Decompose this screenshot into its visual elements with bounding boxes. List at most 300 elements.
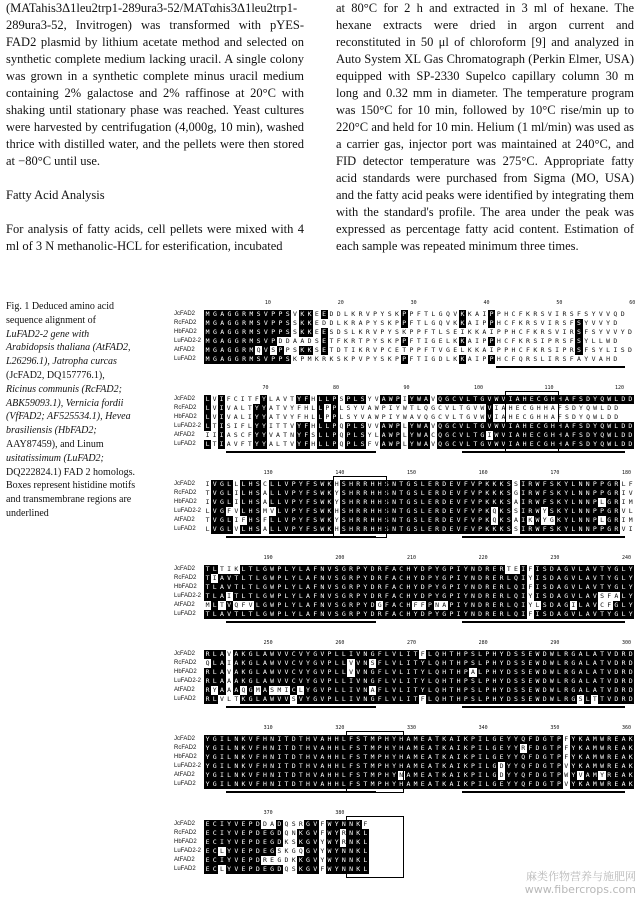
residue: K bbox=[533, 346, 538, 354]
residue: Y bbox=[607, 574, 612, 582]
sequence-name: LuFAD2 bbox=[174, 441, 196, 447]
residue: S bbox=[584, 310, 589, 318]
residue: L bbox=[506, 592, 511, 600]
residue: A bbox=[449, 762, 454, 770]
residue: G bbox=[313, 686, 318, 694]
residue: R bbox=[365, 346, 370, 354]
residue: G bbox=[306, 820, 310, 828]
residue: N bbox=[470, 610, 475, 618]
residue: T bbox=[435, 762, 440, 770]
residue: W bbox=[320, 516, 325, 524]
residue: Y bbox=[320, 856, 325, 864]
residue: A bbox=[557, 592, 561, 600]
residue: E bbox=[427, 489, 432, 497]
residue: V bbox=[277, 668, 282, 676]
residue: N bbox=[363, 659, 368, 667]
residue: D bbox=[291, 762, 296, 770]
residue: F bbox=[320, 829, 325, 837]
residue: P bbox=[351, 355, 356, 363]
residue: M bbox=[249, 310, 254, 318]
residue: L bbox=[478, 668, 483, 676]
residue: H bbox=[370, 498, 375, 506]
residue: F bbox=[255, 735, 260, 743]
residue: Y bbox=[409, 395, 414, 403]
residue: P bbox=[427, 583, 432, 591]
residue: F bbox=[349, 735, 353, 743]
residue: P bbox=[278, 328, 283, 336]
residue: L bbox=[402, 422, 407, 430]
caption-line: AAY87459), and Linum bbox=[6, 438, 104, 450]
residue: S bbox=[549, 480, 554, 488]
residue: G bbox=[492, 762, 497, 770]
residue: L bbox=[325, 440, 330, 448]
residue: Y bbox=[514, 735, 518, 743]
residue: V bbox=[313, 865, 318, 873]
residue: E bbox=[492, 610, 497, 618]
residue: V bbox=[445, 404, 450, 412]
residue: K bbox=[300, 310, 305, 318]
residue: Y bbox=[409, 440, 414, 448]
residue: L bbox=[438, 328, 443, 336]
residue: A bbox=[219, 650, 224, 658]
residue: N bbox=[270, 780, 275, 788]
residue: D bbox=[499, 762, 504, 770]
residue: Y bbox=[628, 565, 633, 573]
residue: L bbox=[334, 695, 339, 703]
residue: H bbox=[384, 771, 389, 779]
residue: F bbox=[518, 310, 523, 318]
residue: A bbox=[592, 659, 597, 667]
residue: N bbox=[578, 516, 583, 524]
residue: H bbox=[492, 659, 497, 667]
residue: S bbox=[620, 346, 625, 354]
residue: G bbox=[480, 395, 485, 403]
residue: A bbox=[233, 404, 238, 412]
residue: V bbox=[327, 592, 332, 600]
residue: F bbox=[607, 592, 612, 600]
residue: I bbox=[621, 489, 626, 497]
position-ruler bbox=[204, 385, 634, 393]
residue: E bbox=[205, 856, 210, 864]
residue: K bbox=[485, 498, 490, 506]
residue: L bbox=[205, 395, 210, 403]
residue: P bbox=[356, 601, 361, 609]
residue: C bbox=[438, 404, 443, 412]
residue: L bbox=[284, 601, 289, 609]
residue: A bbox=[424, 431, 428, 439]
sequence bbox=[204, 677, 634, 686]
residue: W bbox=[593, 413, 598, 421]
residue: K bbox=[351, 310, 356, 318]
residue: A bbox=[577, 355, 581, 363]
residue: W bbox=[270, 695, 275, 703]
sequence-name: RcFAD2 bbox=[174, 575, 197, 581]
residue: S bbox=[384, 507, 389, 515]
alignment-row bbox=[170, 395, 636, 404]
residue: P bbox=[485, 650, 490, 658]
residue: M bbox=[413, 780, 418, 788]
residue: D bbox=[535, 771, 540, 779]
residue: R bbox=[526, 337, 530, 345]
residue: G bbox=[341, 565, 346, 573]
residue: E bbox=[420, 735, 425, 743]
residue: A bbox=[585, 610, 590, 618]
residue: R bbox=[365, 328, 370, 336]
residue: F bbox=[349, 771, 353, 779]
residue: V bbox=[313, 753, 318, 761]
residue: L bbox=[334, 686, 339, 694]
residue: Y bbox=[579, 413, 583, 421]
caption-line: (JcFAD2, DQ157776.1), bbox=[6, 369, 105, 381]
residue: Y bbox=[334, 498, 339, 506]
position-label: 160 bbox=[478, 470, 488, 476]
residue: P bbox=[271, 319, 276, 327]
residue: A bbox=[219, 574, 224, 582]
residue: Y bbox=[291, 574, 296, 582]
residue: P bbox=[592, 480, 597, 488]
residue: Q bbox=[435, 677, 440, 685]
residue: R bbox=[363, 525, 368, 533]
residue: S bbox=[549, 498, 554, 506]
residue: V bbox=[248, 771, 253, 779]
residue: I bbox=[277, 744, 282, 752]
residue: D bbox=[628, 395, 633, 403]
residue: T bbox=[283, 422, 287, 430]
residue: V bbox=[607, 695, 612, 703]
residue: I bbox=[521, 601, 526, 609]
residue: V bbox=[248, 744, 253, 752]
residue: G bbox=[313, 650, 318, 658]
residue: E bbox=[427, 498, 432, 506]
residue: Q bbox=[600, 395, 605, 403]
residue: W bbox=[270, 565, 275, 573]
residue: V bbox=[571, 583, 576, 591]
alignment-row bbox=[170, 650, 636, 659]
residue: R bbox=[555, 319, 560, 327]
residue: K bbox=[557, 507, 561, 515]
residue: R bbox=[621, 668, 626, 676]
residue: T bbox=[459, 404, 464, 412]
residue: K bbox=[475, 346, 479, 354]
residue: V bbox=[212, 489, 217, 497]
residue: P bbox=[557, 762, 561, 770]
residue: P bbox=[427, 574, 432, 582]
histidine-motif-box bbox=[346, 731, 404, 793]
residue: Y bbox=[420, 668, 425, 676]
residue: S bbox=[521, 659, 526, 667]
residue: I bbox=[621, 498, 626, 506]
residue: K bbox=[499, 498, 504, 506]
residue: K bbox=[518, 319, 523, 327]
residue: K bbox=[387, 337, 392, 345]
residue: T bbox=[248, 592, 253, 600]
residue: D bbox=[442, 489, 447, 497]
residue: S bbox=[256, 328, 261, 336]
residue: R bbox=[485, 601, 490, 609]
residue: F bbox=[572, 395, 576, 403]
residue: F bbox=[557, 413, 562, 421]
residue: T bbox=[459, 413, 464, 421]
residue: A bbox=[268, 404, 273, 412]
residue: Q bbox=[514, 583, 518, 591]
sequence-name: JcFAD2 bbox=[174, 396, 196, 402]
residue: L bbox=[399, 650, 404, 658]
residue: D bbox=[307, 337, 312, 345]
residue: V bbox=[248, 762, 253, 770]
residue: T bbox=[600, 650, 604, 658]
alignment-row bbox=[170, 583, 636, 592]
residue: D bbox=[255, 847, 260, 855]
residue: A bbox=[621, 762, 626, 770]
residue: C bbox=[399, 592, 404, 600]
residue: A bbox=[392, 601, 397, 609]
residue: I bbox=[406, 668, 411, 676]
residue: A bbox=[263, 498, 267, 506]
residue: S bbox=[271, 346, 276, 354]
sequence bbox=[204, 319, 619, 328]
residue: R bbox=[564, 677, 569, 685]
residue: L bbox=[227, 695, 232, 703]
residue: P bbox=[346, 431, 351, 439]
residue: R bbox=[377, 610, 382, 618]
residue: E bbox=[492, 574, 497, 582]
residue: Y bbox=[298, 480, 303, 488]
position-label: 170 bbox=[550, 470, 560, 476]
residue: S bbox=[542, 601, 547, 609]
residue: D bbox=[572, 404, 576, 412]
residue: T bbox=[212, 422, 217, 430]
residue: A bbox=[406, 753, 411, 761]
residue: H bbox=[399, 753, 404, 761]
residue: E bbox=[499, 753, 504, 761]
paragraph-yeast-culture: (MATahis3Δ1leu2trp1-289ura3-52/MATαhis3Δ1leu2trp1-289ura3-52, Invitrogen) was transformed with pYES-FAD2 plasmid by lithium acetate method and selected on synthetic complete medium lacking uracil. A single colony was grown in a synthetic complete minus uracil medium containing 2% galactose and 2% raffinose at 20°C with shaking until stationary phase was reached. Yeast cultures were harvested by centrifugation (4,000g, 10 min), washed thrice with distilled water, and the pellets were then stored at −80°C until use. bbox=[6, 1, 304, 168]
residue: V bbox=[313, 780, 318, 788]
residue: L bbox=[277, 489, 282, 497]
residue: E bbox=[205, 847, 210, 855]
residue: P bbox=[327, 677, 332, 685]
residue: H bbox=[384, 753, 389, 761]
position-label: 180 bbox=[622, 470, 632, 476]
residue: V bbox=[248, 753, 253, 761]
residue: R bbox=[607, 762, 612, 770]
residue: L bbox=[255, 574, 260, 582]
residue: Y bbox=[506, 744, 511, 752]
residue: V bbox=[320, 668, 325, 676]
residue: H bbox=[327, 780, 332, 788]
residue: N bbox=[392, 525, 397, 533]
residue: I bbox=[247, 413, 252, 421]
residue: T bbox=[219, 565, 224, 573]
residue: V bbox=[284, 525, 289, 533]
residue: V bbox=[284, 516, 289, 524]
residue: D bbox=[628, 695, 633, 703]
residue: W bbox=[535, 516, 540, 524]
residue: P bbox=[381, 404, 386, 412]
residue: A bbox=[427, 762, 432, 770]
residue: Y bbox=[506, 762, 511, 770]
residue: I bbox=[234, 516, 239, 524]
residue: N bbox=[234, 735, 239, 743]
residue: A bbox=[406, 771, 411, 779]
residue: H bbox=[456, 650, 461, 658]
residue: S bbox=[514, 686, 518, 694]
sequence-name: HbFAD2 bbox=[174, 669, 197, 675]
residue: K bbox=[327, 489, 332, 497]
residue: L bbox=[298, 610, 303, 618]
residue: A bbox=[406, 762, 411, 770]
residue: D bbox=[535, 744, 540, 752]
position-label: 300 bbox=[622, 640, 632, 646]
residue: Y bbox=[290, 413, 295, 421]
position-label: 80 bbox=[332, 385, 339, 391]
residue: T bbox=[248, 583, 253, 591]
residue: S bbox=[226, 422, 231, 430]
residue: P bbox=[278, 319, 283, 327]
residue: R bbox=[349, 610, 353, 618]
residue: I bbox=[508, 431, 513, 439]
residue: Y bbox=[334, 856, 339, 864]
sequence-name: RcFAD2 bbox=[174, 320, 197, 326]
residue: E bbox=[514, 565, 518, 573]
residue: Y bbox=[261, 395, 266, 403]
residue: Y bbox=[542, 516, 547, 524]
residue: L bbox=[384, 650, 389, 658]
sequence bbox=[204, 601, 634, 610]
residue: E bbox=[394, 346, 399, 354]
residue: A bbox=[220, 328, 225, 336]
residue: L bbox=[227, 735, 232, 743]
residue: P bbox=[496, 310, 501, 318]
residue: I bbox=[406, 659, 411, 667]
residue: I bbox=[205, 480, 210, 488]
residue: V bbox=[234, 829, 239, 837]
sequence-name: HbFAD2 bbox=[174, 584, 197, 590]
residue: N bbox=[363, 677, 368, 685]
residue: V bbox=[470, 516, 475, 524]
residue: S bbox=[334, 574, 339, 582]
residue: I bbox=[284, 686, 289, 694]
residue: G bbox=[227, 319, 232, 327]
residue: G bbox=[529, 413, 534, 421]
residue: T bbox=[549, 753, 554, 761]
residue: A bbox=[234, 686, 239, 694]
residue: T bbox=[248, 610, 253, 618]
position-ruler bbox=[204, 300, 634, 308]
residue: S bbox=[577, 328, 581, 336]
residue: K bbox=[241, 735, 246, 743]
residue: S bbox=[356, 744, 361, 752]
sequence-name: JcFAD2 bbox=[174, 821, 196, 827]
residue: P bbox=[402, 310, 407, 318]
alignment-row bbox=[170, 507, 636, 516]
residue: F bbox=[463, 489, 468, 497]
residue: L bbox=[571, 489, 576, 497]
residue: P bbox=[365, 337, 370, 345]
residue: R bbox=[351, 337, 356, 345]
residue: R bbox=[499, 601, 504, 609]
residue: H bbox=[550, 440, 555, 448]
residue: H bbox=[399, 762, 404, 770]
sequence-name: LuFAD2 bbox=[174, 866, 196, 872]
residue: F bbox=[409, 319, 414, 327]
residue: Y bbox=[297, 431, 302, 439]
residue: E bbox=[453, 328, 458, 336]
residue: C bbox=[387, 346, 392, 354]
residue: R bbox=[349, 583, 353, 591]
residue: V bbox=[456, 498, 461, 506]
position-label: 150 bbox=[407, 470, 417, 476]
residue: L bbox=[621, 574, 626, 582]
residue: K bbox=[463, 771, 468, 779]
residue: P bbox=[325, 413, 330, 421]
position-label: 100 bbox=[473, 385, 483, 391]
residue: Y bbox=[367, 431, 372, 439]
residue: R bbox=[528, 498, 533, 506]
residue: H bbox=[522, 422, 527, 430]
residue: G bbox=[227, 346, 232, 354]
residue: V bbox=[284, 507, 289, 515]
residue: R bbox=[485, 592, 490, 600]
residue: I bbox=[489, 346, 494, 354]
residue: H bbox=[311, 395, 316, 403]
residue: Q bbox=[586, 413, 591, 421]
residue: D bbox=[549, 583, 554, 591]
residue: V bbox=[487, 422, 492, 430]
residue: L bbox=[241, 480, 246, 488]
residue: C bbox=[212, 838, 217, 846]
residue: H bbox=[263, 771, 267, 779]
residue: L bbox=[255, 659, 260, 667]
residue: N bbox=[363, 650, 368, 658]
residue: T bbox=[449, 695, 454, 703]
residue: V bbox=[392, 668, 397, 676]
residue: P bbox=[271, 310, 276, 318]
residue: I bbox=[424, 355, 429, 363]
residue: V bbox=[591, 319, 596, 327]
residue: D bbox=[506, 668, 511, 676]
residue: S bbox=[334, 583, 339, 591]
residue: V bbox=[226, 404, 231, 412]
residue: F bbox=[377, 686, 382, 694]
residue: D bbox=[329, 319, 334, 327]
residue: G bbox=[306, 856, 310, 864]
residue: A bbox=[585, 592, 590, 600]
sequence bbox=[204, 480, 634, 489]
residue: Y bbox=[291, 592, 296, 600]
residue: A bbox=[482, 346, 487, 354]
residue: L bbox=[598, 337, 603, 345]
residue: R bbox=[242, 337, 246, 345]
residue: K bbox=[492, 489, 497, 497]
residue: V bbox=[313, 771, 318, 779]
residue: W bbox=[327, 865, 332, 873]
residue: L bbox=[424, 319, 429, 327]
residue: G bbox=[313, 695, 318, 703]
residue: T bbox=[363, 735, 368, 743]
residue: V bbox=[290, 422, 295, 430]
residue: P bbox=[489, 319, 494, 327]
residue: P bbox=[427, 601, 432, 609]
residue: K bbox=[241, 762, 246, 770]
residue: L bbox=[445, 355, 450, 363]
residue: Q bbox=[339, 422, 344, 430]
residue: W bbox=[535, 668, 540, 676]
sequence-name: LuFAD2-2 bbox=[174, 423, 202, 429]
residue: P bbox=[478, 507, 483, 515]
residue: T bbox=[344, 346, 348, 354]
residue: S bbox=[384, 525, 389, 533]
residue: K bbox=[291, 856, 296, 864]
